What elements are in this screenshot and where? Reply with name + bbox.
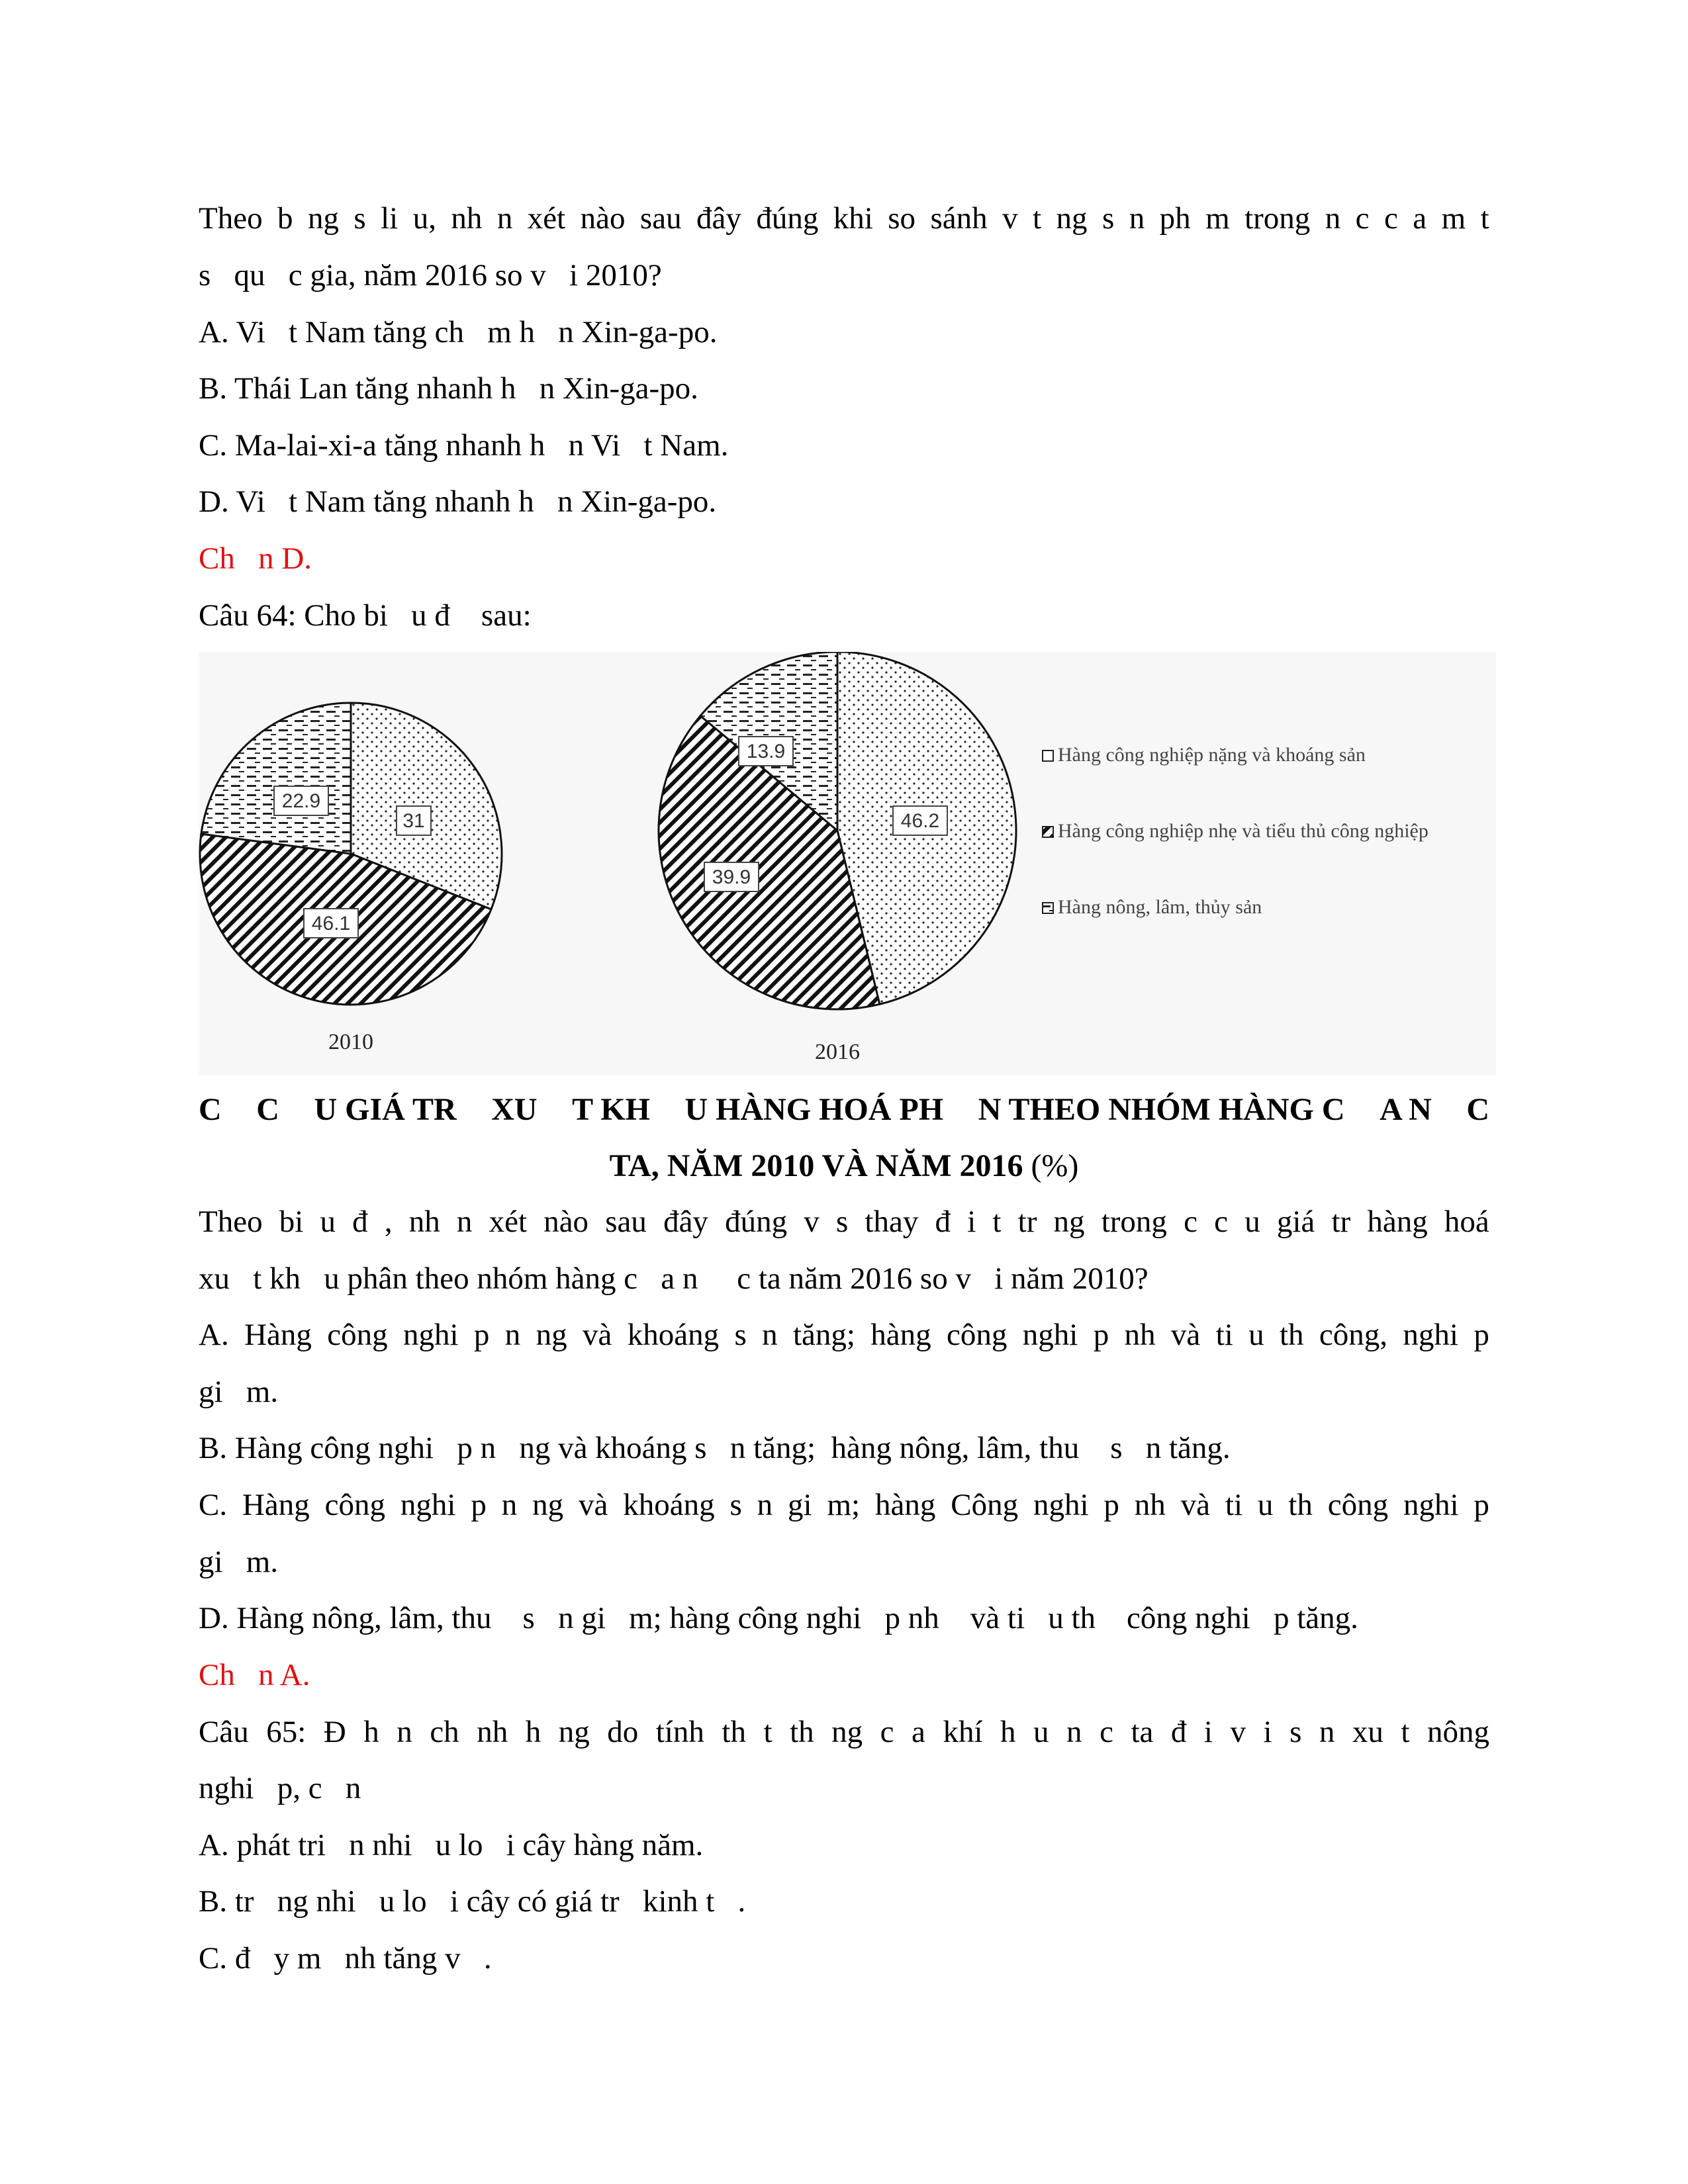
- word: đây: [663, 1205, 708, 1239]
- word: nghi: [1022, 1318, 1078, 1352]
- q63-stem-line1: [199, 199, 1489, 238]
- q64-stem-line1: [199, 1202, 1489, 1242]
- word: n: [501, 1488, 518, 1522]
- q63-option-b: B. Thái Lan tăng nhanh h n Xin-ga-po.: [199, 371, 698, 406]
- word: A.: [199, 1318, 229, 1352]
- word: đúng: [756, 201, 819, 236]
- word: khi: [833, 201, 873, 236]
- legend-label: Hàng nông, lâm, thủy sản: [1058, 896, 1262, 918]
- word: p: [473, 1318, 490, 1352]
- word: hàng: [1367, 1205, 1428, 1239]
- word: C: [199, 1092, 222, 1127]
- word: nh: [1134, 1488, 1166, 1522]
- word: m: [1205, 201, 1230, 236]
- word: đ: [1170, 1715, 1187, 1749]
- word: u: [1244, 1205, 1260, 1239]
- word: C.: [199, 1488, 228, 1522]
- word: xét: [527, 201, 566, 236]
- legend-label: Hàng công nghiệp nhẹ và tiểu thủ công nghiệp: [1058, 820, 1429, 842]
- word: công: [947, 1318, 1008, 1352]
- word: Hàng: [242, 1488, 310, 1522]
- word: c: [1214, 1205, 1229, 1239]
- word: u: [1257, 1488, 1274, 1522]
- q63-answer: Ch n D.: [199, 541, 312, 576]
- word: Theo: [199, 201, 263, 236]
- q65-option-a: A. phát tri n nhi u lo i cây hàng năm.: [199, 1828, 704, 1862]
- word: n: [504, 1318, 521, 1352]
- word: ng: [1053, 1205, 1085, 1239]
- word: u: [1033, 1715, 1049, 1749]
- word: s: [729, 1488, 742, 1522]
- word: bi: [279, 1205, 304, 1239]
- word: s: [835, 1205, 849, 1239]
- word: A N: [1380, 1092, 1432, 1127]
- word: sau: [605, 1205, 647, 1239]
- word: h: [1000, 1715, 1016, 1749]
- word: nh: [1124, 1318, 1156, 1352]
- q63-option-d: D. Vi t Nam tăng nhanh h n Xin-ga-po.: [199, 484, 717, 519]
- word: hoá: [1444, 1205, 1489, 1239]
- word: s: [1102, 201, 1115, 236]
- q64-option-c-line1: [199, 1485, 1489, 1525]
- q63-stem-line2: s qu c gia, năm 2016 so v i 2010?: [199, 258, 662, 293]
- word: hàng: [870, 1318, 931, 1352]
- word: Câu: [199, 1715, 249, 1749]
- word: t: [1480, 201, 1489, 236]
- word: trong: [1101, 1205, 1167, 1239]
- word: U HÀNG HOÁ PH: [684, 1092, 944, 1127]
- word: xét: [489, 1205, 528, 1239]
- word: t: [763, 1715, 773, 1749]
- word: i: [1263, 1715, 1272, 1749]
- word: khí: [943, 1715, 983, 1749]
- word: nh: [451, 201, 483, 236]
- word: p: [1103, 1488, 1119, 1522]
- word: nông: [1427, 1715, 1489, 1749]
- legend-swatch: [1043, 751, 1053, 761]
- word: th: [1279, 1318, 1304, 1352]
- word: th: [790, 1715, 814, 1749]
- word: gi: [788, 1488, 812, 1522]
- word: ng: [307, 201, 339, 236]
- word: tr: [1017, 1205, 1037, 1239]
- word: p: [1093, 1318, 1109, 1352]
- word: XU: [491, 1092, 538, 1127]
- word: m: [1441, 201, 1466, 236]
- word: a: [1413, 201, 1427, 236]
- word: công,: [1319, 1318, 1388, 1352]
- pie-year-label: 2016: [815, 1040, 860, 1064]
- q64-option-c-line2: gi m.: [199, 1545, 279, 1579]
- word: Đ: [323, 1715, 346, 1749]
- word: nh: [408, 1205, 440, 1239]
- word: n: [496, 201, 513, 236]
- word: n: [1319, 1715, 1335, 1749]
- word: n: [757, 1488, 773, 1522]
- pie-year-label: 2010: [328, 1030, 373, 1054]
- word: n: [762, 1318, 778, 1352]
- word: i: [1203, 1715, 1213, 1749]
- word: v: [1230, 1715, 1246, 1749]
- word: tính: [655, 1715, 704, 1749]
- word: công: [324, 1488, 386, 1522]
- word: C: [256, 1092, 279, 1127]
- q65-stem-line1: [199, 1712, 1489, 1752]
- word: nghi: [402, 1318, 459, 1352]
- word: nghi: [1033, 1488, 1089, 1522]
- word: Hàng: [244, 1318, 312, 1352]
- word: ng: [532, 1488, 564, 1522]
- word: n: [1325, 201, 1341, 236]
- word: ch: [430, 1715, 459, 1749]
- q64-chart-title-text: TA, NĂM 2010 VÀ NĂM 2016: [609, 1148, 1023, 1183]
- word: nào: [580, 201, 626, 236]
- pie-charts-svg: [199, 652, 1496, 1075]
- word: i: [967, 1205, 976, 1239]
- pie-charts-figure: [199, 652, 1496, 1075]
- word: b: [277, 201, 293, 236]
- word: t: [1401, 1715, 1410, 1749]
- q64-chart-title-unit: (%): [1031, 1148, 1079, 1183]
- word: Theo: [199, 1205, 263, 1239]
- word: và: [1180, 1488, 1211, 1522]
- word: p: [1474, 1318, 1489, 1352]
- word: đ: [352, 1205, 368, 1239]
- word: C: [1466, 1092, 1489, 1127]
- word: c: [1355, 201, 1370, 236]
- word: và: [582, 1318, 612, 1352]
- word: c: [880, 1715, 894, 1749]
- word: ti: [1225, 1488, 1243, 1522]
- q64-chart-title-line1: [199, 1089, 1489, 1131]
- word: đ: [935, 1205, 951, 1239]
- pie-data-label: 39.9: [712, 866, 751, 888]
- q65-option-b: B. tr ng nhi u lo i cây có giá tr kinh t .: [199, 1884, 746, 1919]
- word: U GIÁ TR: [314, 1092, 457, 1127]
- word: t: [1033, 201, 1042, 236]
- word: 65:: [266, 1715, 306, 1749]
- word: m;: [827, 1488, 861, 1522]
- word: v: [1002, 201, 1018, 236]
- word: s: [1289, 1715, 1302, 1749]
- pie-data-label: 13.9: [746, 741, 786, 762]
- legend-swatch: [1043, 827, 1053, 837]
- word: n: [1129, 201, 1145, 236]
- q65-stem-line2: nghi p, c n: [199, 1771, 361, 1805]
- word: n: [397, 1715, 412, 1749]
- word: h: [525, 1715, 541, 1749]
- word: nào: [543, 1205, 589, 1239]
- word: công: [1327, 1488, 1389, 1522]
- word: tr: [1331, 1205, 1351, 1239]
- word: giá: [1276, 1205, 1315, 1239]
- word: ta: [1131, 1715, 1154, 1749]
- q64-answer: Ch n A.: [199, 1658, 310, 1692]
- word: nghi: [400, 1488, 456, 1522]
- word: và: [1170, 1318, 1201, 1352]
- pie-data-label: 46.2: [900, 810, 940, 832]
- q64-intro: Câu 64: Cho bi u đ sau:: [199, 598, 532, 633]
- word: nghi: [1403, 1488, 1459, 1522]
- q64-option-a-line2: gi m.: [199, 1375, 279, 1409]
- word: th: [722, 1715, 746, 1749]
- word: ng: [558, 1715, 590, 1749]
- word: ph: [1159, 201, 1191, 236]
- word: s: [734, 1318, 747, 1352]
- word: c: [1383, 201, 1398, 236]
- word: u,: [412, 201, 436, 236]
- word: nghi: [1403, 1318, 1458, 1352]
- word: v: [804, 1205, 820, 1239]
- word: khoáng: [627, 1318, 720, 1352]
- word: t: [992, 1205, 1002, 1239]
- word: và: [578, 1488, 608, 1522]
- word: hàng: [874, 1488, 936, 1522]
- word: n: [456, 1205, 473, 1239]
- q64-chart-title-line2: [199, 1145, 1489, 1187]
- word: p: [471, 1488, 487, 1522]
- word: nh: [477, 1715, 508, 1749]
- word: N THEO NHÓM HÀNG C: [978, 1092, 1345, 1127]
- word: sánh: [930, 201, 988, 236]
- word: p: [1474, 1488, 1489, 1522]
- word: n: [1066, 1715, 1082, 1749]
- word: công: [327, 1318, 388, 1352]
- word: thay: [865, 1205, 919, 1239]
- pie-data-label: 46.1: [311, 913, 351, 934]
- word: h: [363, 1715, 379, 1749]
- q63-option-c: C. Ma-lai-xi-a tăng nhanh h n Vi t Nam.: [199, 428, 729, 463]
- word: xu: [1352, 1715, 1383, 1749]
- word: đây: [696, 201, 741, 236]
- legend-label: Hàng công nghiệp nặng và khoáng sản: [1058, 744, 1366, 766]
- pie-data-label: 31: [402, 810, 425, 832]
- q64-option-a-line1: [199, 1315, 1489, 1355]
- word: li: [381, 201, 399, 236]
- word: T KH: [572, 1092, 650, 1127]
- legend-swatch: [1043, 903, 1053, 913]
- word: c: [1100, 1715, 1113, 1749]
- word: th: [1288, 1488, 1313, 1522]
- word: u: [320, 1205, 336, 1239]
- q63-option-a: A. Vi t Nam tăng ch m h n Xin-ga-po.: [199, 315, 718, 349]
- word: do: [607, 1715, 639, 1749]
- pie-slice-2010-3: [201, 703, 351, 854]
- word: Công: [951, 1488, 1019, 1522]
- word: a: [912, 1715, 925, 1749]
- word: đúng: [725, 1205, 788, 1239]
- pie-data-label: 22.9: [281, 790, 321, 812]
- word: sau: [639, 201, 682, 236]
- word: trong: [1244, 201, 1311, 236]
- q64-option-d: D. Hàng nông, lâm, thu s n gi m; hàng công nghi p nh và ti u th công nghi p tăng.: [199, 1601, 1358, 1635]
- word: s: [353, 201, 366, 236]
- word: u: [1248, 1318, 1264, 1352]
- word: ,: [384, 1205, 393, 1239]
- word: ti: [1215, 1318, 1233, 1352]
- q64-stem-line2: xu t kh u phân theo nhóm hàng c a n c ta năm 2016 so v i năm 2010?: [199, 1261, 1149, 1296]
- word: ng: [536, 1318, 567, 1352]
- word: so: [888, 201, 916, 236]
- word: ng: [831, 1715, 863, 1749]
- word: tăng;: [792, 1318, 855, 1352]
- word: khoáng: [623, 1488, 715, 1522]
- q64-option-b: B. Hàng công nghi p n ng và khoáng s n tăng; hàng nông, lâm, thu s n tăng.: [199, 1431, 1231, 1465]
- q65-option-c: C. đ y m nh tăng v .: [199, 1941, 492, 1976]
- word: c: [1184, 1205, 1197, 1239]
- word: ng: [1056, 201, 1088, 236]
